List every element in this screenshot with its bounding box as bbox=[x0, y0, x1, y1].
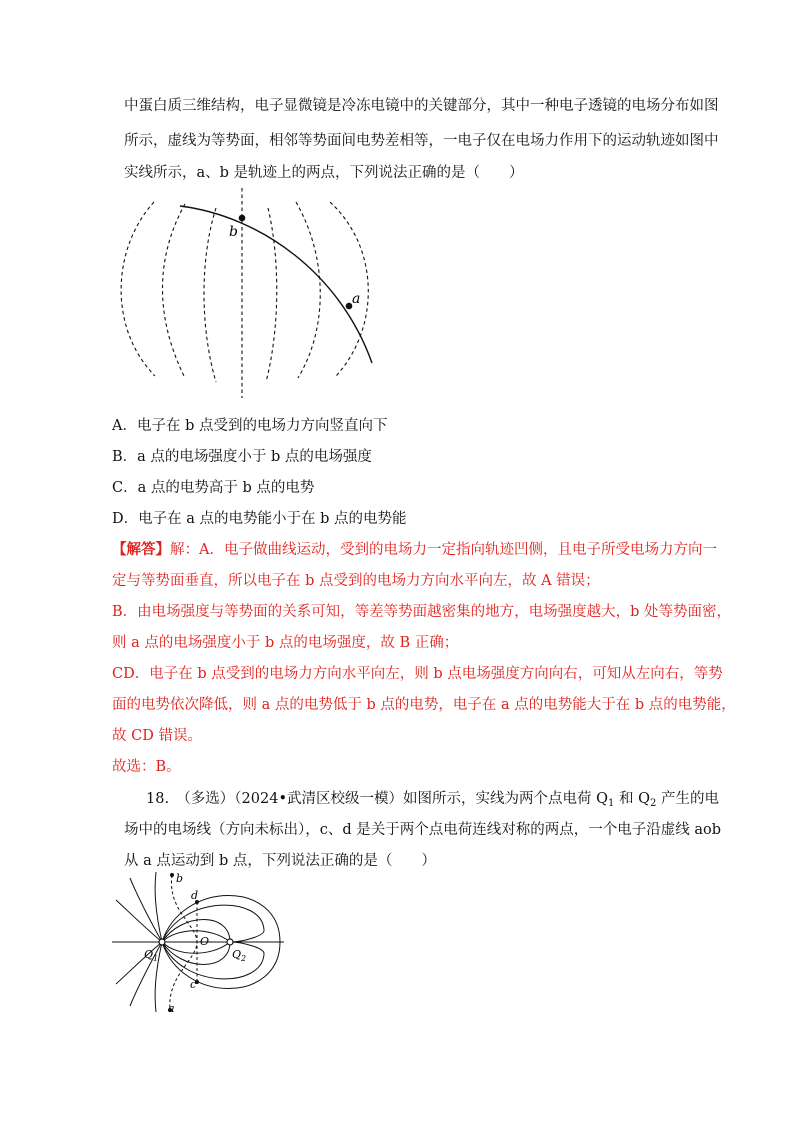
q17-answer-line-4: 则 a 点的电场强度小于 b 点的电场强度，故 B 正确； bbox=[112, 635, 459, 651]
q17-option-d: D．电子在 a 点的电势能小于在 b 点的电势能 bbox=[112, 511, 407, 527]
equipotential-line bbox=[266, 208, 277, 382]
field-line bbox=[130, 878, 162, 942]
q17-stem-line-1: 中蛋白质三维结构，电子显微镜是冷冻电镜中的关键部分，其中一种电子透镜的电场分布如图 bbox=[124, 98, 719, 114]
label-a: a bbox=[168, 1002, 175, 1015]
label-q2-text: Q bbox=[232, 948, 242, 961]
q18-text: 产生的电 bbox=[656, 791, 719, 807]
equipotential-line bbox=[296, 202, 320, 378]
q17-figure bbox=[110, 188, 390, 398]
q17-answer-line-6: 面的电势依次降低，则 a 点的电势低于 b 点的电势，电子在 a 点的电势能大于在 b 点的电势能， bbox=[112, 697, 736, 713]
label-c: c bbox=[190, 978, 197, 991]
q17-option-c: C．a 点的电势高于 b 点的电势 bbox=[112, 480, 315, 496]
label-q1-text: Q bbox=[144, 948, 154, 961]
q18-text: 和 Q bbox=[614, 791, 650, 807]
q17-answer-line-8: 故选：B。 bbox=[112, 759, 181, 775]
q17-option-a: A．电子在 b 点受到的电场力方向竖直向下 bbox=[112, 418, 388, 434]
label-q1-sub: 1 bbox=[153, 954, 159, 963]
label-b: b bbox=[176, 872, 184, 885]
answer-tag: 【解答】 bbox=[112, 541, 170, 558]
q17-answer-line-1 bbox=[112, 540, 717, 560]
charge-q2 bbox=[227, 939, 233, 945]
label-o: O bbox=[200, 935, 210, 948]
q17-option-b: B．a 点的电场强度小于 b 点的电场强度 bbox=[112, 449, 372, 465]
charge-q1 bbox=[159, 939, 165, 945]
q17-stem-line-3: 实线所示，a、b 是轨迹上的两点，下列说法正确的是（ ） bbox=[124, 165, 524, 181]
q18-sub: 2 bbox=[650, 798, 657, 809]
field-line bbox=[116, 942, 162, 984]
q18-sub: 1 bbox=[608, 798, 615, 809]
field-line bbox=[162, 942, 280, 989]
point-b bbox=[239, 215, 246, 222]
q18-figure bbox=[112, 870, 292, 1015]
q18-text: 18. （多选）（2024•武清区校级一模）如图所示，实线为两个点电荷 Q bbox=[146, 791, 609, 807]
field-line bbox=[116, 900, 162, 942]
answer-text: 解：A．电子做曲线运动，受到的电场力一定指向轨迹凹侧，且电子所受电场力方向一 bbox=[170, 542, 717, 558]
q18-stem-line-2: 场中的电场线（方向未标出），c、d 是关于两个点电荷连线对称的两点，一个电子沿虚线 aob bbox=[124, 822, 722, 838]
equipotential-line bbox=[330, 202, 368, 376]
label-q2 bbox=[232, 948, 246, 963]
label-a: a bbox=[352, 291, 361, 307]
q18-stem-line-1 bbox=[146, 789, 719, 809]
label-d: d bbox=[191, 889, 199, 902]
field-line bbox=[162, 942, 264, 979]
q18-stem-line-3: 从 a 点运动到 b 点，下列说法正确的是（ ） bbox=[124, 853, 436, 869]
label-b: b bbox=[229, 224, 238, 240]
electron-trajectory bbox=[180, 206, 372, 363]
label-q2-sub: 2 bbox=[241, 954, 247, 963]
q17-answer-line-7: 故 CD 错误。 bbox=[112, 728, 202, 744]
point-b bbox=[170, 873, 174, 877]
field-line bbox=[162, 905, 264, 942]
equipotential-line bbox=[163, 204, 186, 378]
q17-answer-line-5: CD．电子在 b 点受到的电场力方向水平向左，则 b 点电场强度方向向右，可知从左向右，等势 bbox=[112, 666, 723, 682]
equipotential-line bbox=[121, 202, 155, 376]
q17-answer-line-2: 定与等势面垂直，所以电子在 b 点受到的电场力方向水平向左，故 A 错误； bbox=[112, 573, 600, 589]
equipotential-line bbox=[204, 208, 216, 382]
q17-stem-line-2: 所示，虚线为等势面，相邻等势面间电势差相等，一电子仅在电场力作用下的运动轨迹如图中 bbox=[124, 133, 719, 149]
q17-answer-line-3: B．由电场强度与等势面的关系可知，等差等势面越密集的地方，电场强度越大，b 处等势面密， bbox=[112, 604, 732, 620]
label-q1 bbox=[144, 948, 158, 963]
field-line bbox=[162, 896, 280, 943]
